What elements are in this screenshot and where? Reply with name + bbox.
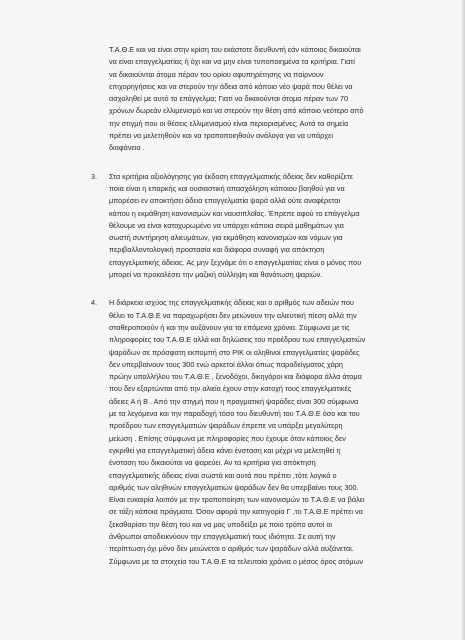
text-line: περίπτωση όχι μόνο δεν μειώνεται ο αριθμός των ψαράδων αλλά αυξάνεται.	[109, 544, 354, 554]
list-item-4	[91, 297, 425, 568]
text-line: άνθρωποι αποδεικνύουν την επαγγελματική τους ιδιότητα. Σε αυτή την	[109, 531, 336, 541]
text-line: να δικαιούνται άτομα πέραν του ορίου αφυπηρέτησης να παίρνουν	[109, 69, 324, 79]
list-number: 4.	[91, 298, 98, 308]
text-line: κάπου η εκμάθηση κανονισμών και ναυσιπλοΐας. Έπρεπε αφού το επάγγελμα	[109, 208, 360, 218]
text-line: επαγγελματικής άδειας είναι σωστά και αυτά που πρέπει ,τότε λογικά ο	[109, 470, 337, 480]
text-line: αριθμός των αληθινών επαγγελματιών ψαράδων δεν θα υπερβαίνει τους 300.	[109, 482, 359, 492]
text-line: Τ.Α.Θ.Ε και να είναι στην κρίση του εκάστοτε διευθυντή εάν κάποιος δικαιούται	[109, 45, 361, 54]
text-line: άδειες Α ή Β . Από την στιγμή που η πραγματική ψαράδες είναι 300 σύμφωνα	[109, 396, 359, 406]
text-line: σωστή συντήρηση αλιευμάτων, για εκμάθηση κανονισμών και νόμων για	[109, 233, 343, 243]
text-line: Στα κριτήρια αξιολόγησης για έκδοση επαγγελματικής άδειας δεν καθορίζετε	[109, 171, 353, 181]
text-line: με τα λεγόμενα και την παραδοχή τόσο του διευθυντή του Τ.Α.Θ.Ε όσο και του	[109, 409, 360, 419]
text-line: σε τάξη κάποια πράγματα. Όσον αφορά την κατηγορία Γ ,το Τ.Α.Θ.Ε πρέπει να	[109, 507, 363, 517]
text-line: επιχορηγήσεις και να στερούν την άδεια από κάποιο νέο ψαρά που θέλει να	[109, 81, 353, 91]
text-line: δεν υπερβαίνουν τους 300 ενώ αρκετοί άλλοι όπως παραδείγματος χάρη	[109, 359, 343, 369]
text-line: πρέπει να μελετηθούν και να τροποποιηθούν ανάλογα για να υπάρχει	[109, 131, 333, 141]
text-line: πληροφορίες του Τ.Α.Θ.Ε αλλά και δηλώσεις του προέδρου των επαγγελματιών	[109, 335, 366, 345]
text-line: που δεν εξαρτώνται από την αλιεία έχουν στην κατοχή τους επαγγελματικές	[109, 384, 352, 394]
text-line: επαγγελματικής άδειας. Ας μην ξεχνάμε ότι ο επαγγελματίας είναι ο μόνος που	[109, 257, 362, 267]
text-line: Η διάρκεια ισχύος της επαγγελματικής άδειας και ο αριθμός των αδειών που	[109, 298, 354, 308]
text-line: μπορεί να προκαλέσει την μαζική σύλληψη και θανάτωση ψαριών.	[109, 270, 323, 280]
text-line: μπορέσει εν αποκτήσει άδεια επαγγελματία ψαρά αλλά ούτε αναφέρεται	[109, 196, 341, 206]
text-line: προέδρου των επαγγελματιών ψαράδων έπρεπε να υπάρξει μεγαλύτερη	[109, 421, 343, 431]
list-item-3	[91, 171, 425, 282]
text-line: να είναι επαγγελματίας ή όχι και να μην είναι τυποποιημένα τα κριτήρια. Γιατί	[109, 57, 355, 67]
intro-paragraph	[109, 44, 425, 155]
text-line: πρώην υπαλλήλου του Τ.Α.Θ.Ε , ξενοδόχοι, δικηγόροι και διάφορα άλλα άτομα	[109, 372, 362, 382]
text-line: ξεκαθαρίσει την θέση του και να μας υποδείξει με ποιο τρόπο αυτοί οι	[109, 519, 333, 529]
text-line: εγκριθεί για επαγγελματική άδεια κάνει ένσταση και μέχρι να μελετηθεί η	[109, 445, 341, 455]
text-line: διαφάνεια .	[109, 143, 145, 153]
text-line: Σύμφωνα με τα στοιχεία του Τ.Α.Θ.Ε τα τελευταία χρόνια ο μέσος όρος ατόμων	[109, 556, 363, 566]
text-line: περιβαλλοντολογική προστασία και διάφορα συναφή για απόκτηση	[109, 245, 325, 255]
letter-body	[91, 44, 425, 568]
text-line: θέλει το Τ.Α.Θ.Ε να παραχωρήσει δεν μειώνουν την αλιευτική πίεση αλλά την	[109, 310, 357, 320]
text-line: ποια είναι η επαρκής και ουσιαστική απασχόληση κάποιου βοηθού για να	[109, 183, 345, 193]
text-line: ψαράδων σε πρόσφατη εκπομπή στο ΡΙΚ οι αληθινοί επαγγελματίες ψαράδες	[109, 347, 360, 357]
text-line: ένσταση του δικαιούται να ψαρεύει. Αν τα κριτήρια για απόκτηση	[109, 458, 316, 468]
text-line: ασχοληθεί με αυτό το επάγγελμα; Γιατί να δικαιούνται άτομα πέραν των 70	[109, 94, 349, 104]
text-line: την στιγμή που οι θέσεις ελλιμενισμού είναι περιορισμένες; Αυτά τα σημεία	[109, 118, 349, 128]
text-line: Είναι ευκαιρία λοιπόν με την τροποποίηση των κανονισμών το Τ.Α.Θ.Ε να βάλει	[109, 495, 365, 505]
text-line: θέλουμε να είναι κατοχυρωμένο να υπάρχει κάποια σειρά μαθημάτων για	[109, 220, 344, 230]
text-line: χρόνων δωρεάν ελλιμενισμό και να στερούν την θέση από κάποιο νεότερο από	[109, 106, 364, 116]
text-line: μείωση . Επίσης σύμφωνα με πληροφορίες που έχουμε όταν κάποιος δεν	[109, 433, 346, 443]
list-number: 3.	[91, 171, 98, 181]
text-line: σταθεροποιούν ή και την αυξάνουν για τα επόμενα χρόνια. Σύμφωνα με τις	[109, 322, 350, 332]
